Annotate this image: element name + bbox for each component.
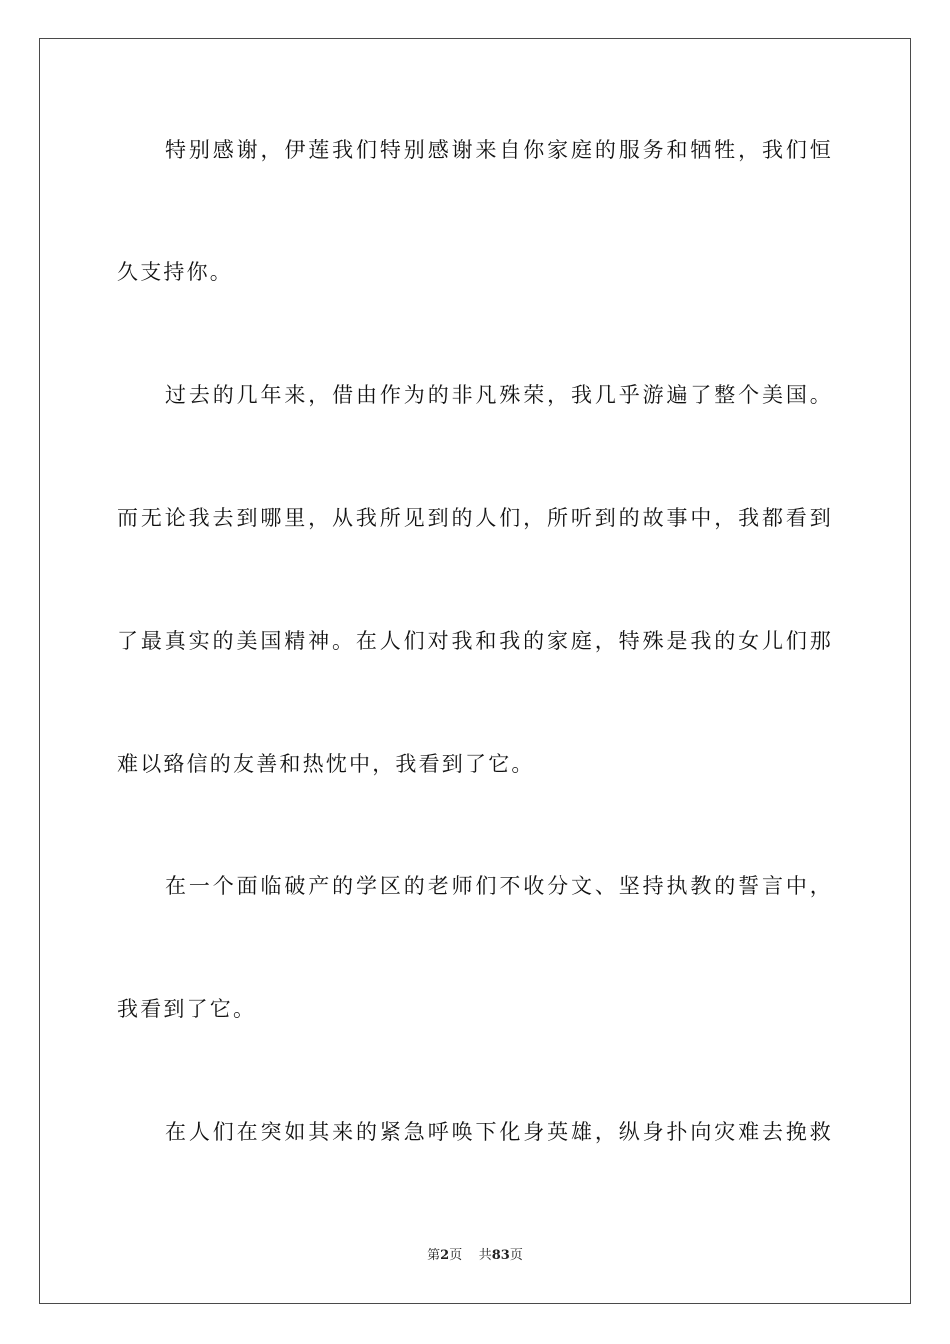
paragraph-line: 而无论我去到哪里，从我所见到的人们，所听到的故事中，我都看到 — [117, 506, 833, 530]
paragraph-line: 特别感谢，伊莲我们特别感谢来自你家庭的服务和牺牲，我们恒 — [165, 138, 833, 162]
page-footer — [0, 1247, 950, 1265]
footer-middle: 页 共 — [449, 1248, 492, 1263]
paragraph-line: 了最真实的美国精神。在人们对我和我的家庭，特殊是我的女儿们那 — [117, 629, 833, 653]
paragraph-line: 难以臵信的友善和热忱中，我看到了它。 — [117, 752, 535, 776]
paragraph-line: 在一个面临破产的学区的老师们不收分文、坚持执教的誓言中， — [165, 874, 833, 898]
paragraph-line: 在人们在突如其来的紧急呼唤下化身英雄，纵身扑向灾难去挽救 — [165, 1120, 833, 1144]
paragraph-line: 过去的几年来，借由作为的非凡殊荣，我几乎游遍了整个美国。 — [165, 383, 833, 407]
paragraph-line: 我看到了它。 — [117, 997, 257, 1021]
current-page-number: 2 — [440, 1248, 450, 1263]
paragraph-line: 久支持你。 — [117, 260, 233, 284]
footer-suffix: 页 — [509, 1248, 523, 1263]
total-page-count: 83 — [491, 1248, 510, 1263]
page-border — [39, 38, 911, 1304]
footer-prefix: 第 — [427, 1248, 441, 1263]
